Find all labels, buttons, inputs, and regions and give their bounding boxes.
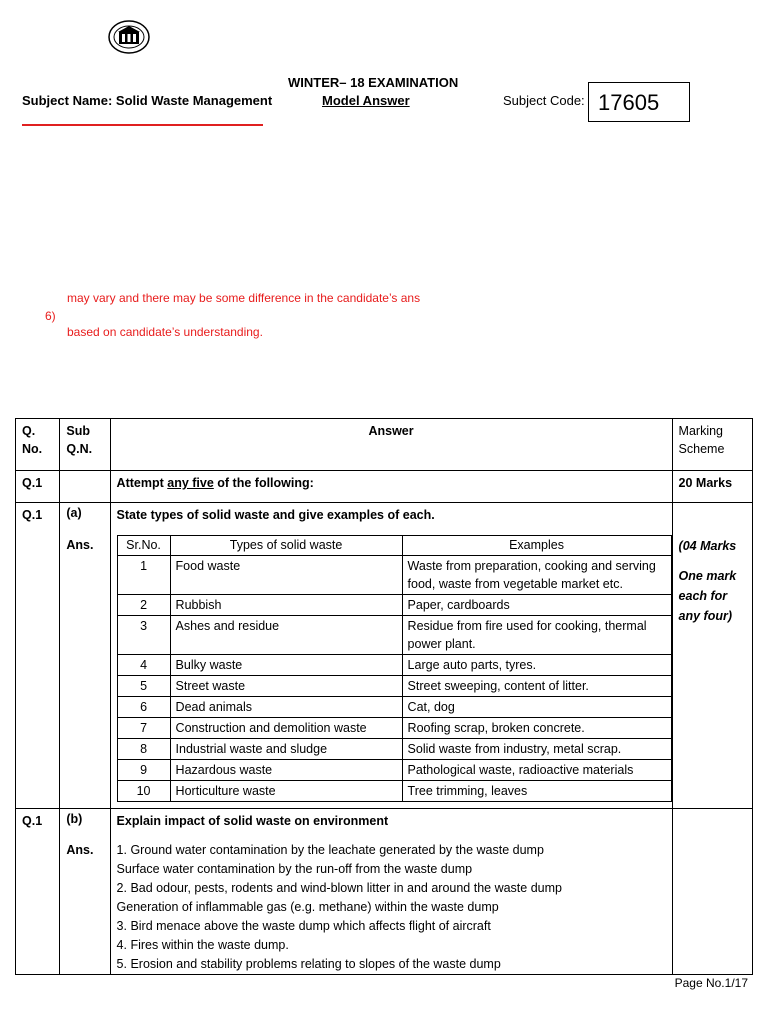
- list-item: 4. Fires within the waste dump.: [116, 938, 289, 952]
- waste-sr: 1: [117, 556, 170, 595]
- table-row: [117, 595, 671, 616]
- waste-example: Street sweeping, content of litter.: [402, 676, 671, 697]
- impact-list: [111, 833, 672, 974]
- row3-question: Explain impact of solid waste on environment: [116, 814, 389, 828]
- waste-type: Industrial waste and sludge: [170, 739, 402, 760]
- waste-example: Residue from fire used for cooking, thermal power plant.: [402, 616, 671, 655]
- waste-example: Waste from preparation, cooking and serving food, waste from vegetable market etc.: [402, 556, 671, 595]
- table-row: [117, 616, 671, 655]
- waste-example: Solid waste from industry, metal scrap.: [402, 739, 671, 760]
- waste-example: Roofing scrap, broken concrete.: [402, 718, 671, 739]
- table-row: [117, 760, 671, 781]
- waste-sr: 8: [117, 739, 170, 760]
- waste-example: Large auto parts, tyres.: [402, 655, 671, 676]
- page-number: Page No.1/17: [674, 976, 748, 990]
- waste-example: Paper, cardboards: [402, 595, 671, 616]
- row1-instruction: Attempt any five of the following:: [110, 471, 672, 503]
- row2-ans-label: Ans.: [66, 538, 94, 552]
- row2-question: State types of solid waste and give examples of each.: [116, 508, 435, 522]
- waste-type: Hazardous waste: [170, 760, 402, 781]
- row1-marks: 20 Marks: [672, 471, 752, 503]
- waste-sr: 4: [117, 655, 170, 676]
- list-item: 5. Erosion and stability problems relating to slopes of the waste dump: [116, 957, 501, 971]
- list-item: 3. Bird menace above the waste dump which affects flight of aircraft: [116, 919, 491, 933]
- inner-header-type: Types of solid waste: [170, 536, 402, 556]
- waste-type: Dead animals: [170, 697, 402, 718]
- inner-header-sr: Sr.No.: [117, 536, 170, 556]
- waste-sr: 3: [117, 616, 170, 655]
- row2-qno: Q.1: [16, 503, 60, 809]
- waste-type: Rubbish: [170, 595, 402, 616]
- waste-sr: 2: [117, 595, 170, 616]
- header-qno: Q. No.: [16, 419, 60, 471]
- row2-marks-1: (04 Marks: [678, 539, 737, 553]
- list-item: Surface water contamination by the run-off from the waste dump: [116, 862, 473, 876]
- model-answer-label: Model Answer: [322, 93, 410, 108]
- table-row: [117, 676, 671, 697]
- waste-type: Ashes and residue: [170, 616, 402, 655]
- row1-qno: Q.1: [16, 471, 60, 503]
- exam-title: WINTER– 18 EXAMINATION: [288, 75, 459, 90]
- waste-sr: 6: [117, 697, 170, 718]
- waste-types-table: [117, 535, 672, 802]
- subject-name: Subject Name: Solid Waste Management: [22, 93, 273, 108]
- note-line-1: may vary and there may be some difference in the candidate’s ans: [67, 291, 421, 305]
- table-row: [117, 739, 671, 760]
- table-row: [117, 697, 671, 718]
- subject-code-label: Subject Code:: [503, 93, 585, 108]
- inner-header-examples: Examples: [402, 536, 671, 556]
- row3-ans-label: Ans.: [66, 843, 94, 857]
- header-subqn: Sub Q.N.: [60, 419, 110, 471]
- waste-sr: 5: [117, 676, 170, 697]
- waste-sr: 10: [117, 781, 170, 802]
- header-answer: Answer: [110, 419, 672, 471]
- header-marking: Marking Scheme: [672, 419, 752, 471]
- institution-logo: [104, 18, 154, 56]
- row3-qno: Q.1: [16, 809, 60, 975]
- table-row: [117, 556, 671, 595]
- waste-type: Street waste: [170, 676, 402, 697]
- answer-table: [15, 418, 753, 975]
- row3-sub: (b): [66, 812, 83, 826]
- waste-example: Cat, dog: [402, 697, 671, 718]
- waste-sr: 9: [117, 760, 170, 781]
- waste-type: Horticulture waste: [170, 781, 402, 802]
- subject-code-box: 17605: [588, 82, 690, 122]
- list-item: 2. Bad odour, pests, rodents and wind-blown litter in and around the waste dump: [116, 881, 562, 895]
- note-number: 6): [45, 309, 56, 323]
- waste-type: Food waste: [170, 556, 402, 595]
- waste-example: Tree trimming, leaves: [402, 781, 671, 802]
- row2-marks-2: One mark each for any four): [678, 569, 737, 623]
- waste-type: Construction and demolition waste: [170, 718, 402, 739]
- waste-example: Pathological waste, radioactive materials: [402, 760, 671, 781]
- table-row: [117, 718, 671, 739]
- list-item: Generation of inflammable gas (e.g. methane) within the waste dump: [116, 900, 499, 914]
- table-row: [117, 781, 671, 802]
- row2-sub: (a): [66, 506, 82, 520]
- note-line-2: based on candidate’s understanding.: [67, 325, 263, 339]
- waste-sr: 7: [117, 718, 170, 739]
- table-row: [117, 655, 671, 676]
- list-item: 1. Ground water contamination by the leachate generated by the waste dump: [116, 843, 544, 857]
- waste-type: Bulky waste: [170, 655, 402, 676]
- red-underline: [22, 124, 263, 126]
